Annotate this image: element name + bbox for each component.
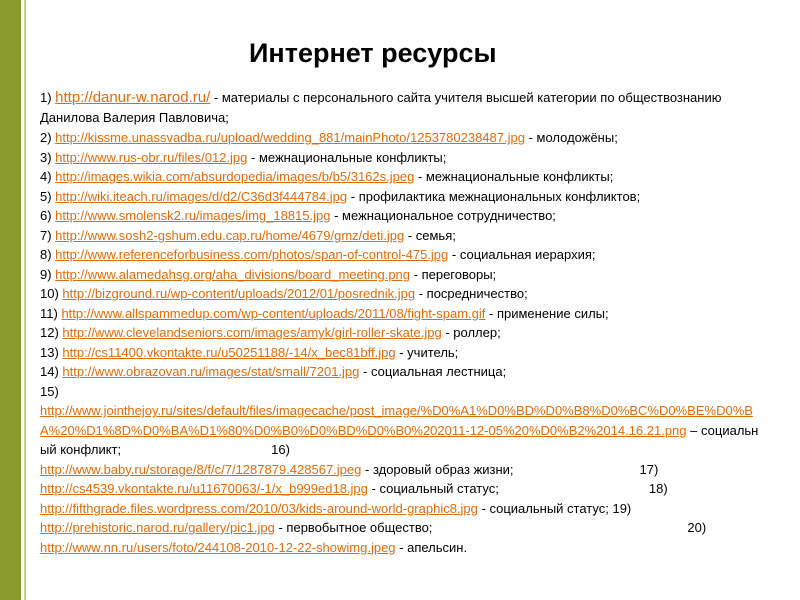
left-sidebar-bar — [0, 0, 21, 600]
item-number: 7) — [40, 227, 56, 243]
list-item — [40, 304, 770, 324]
resource-link[interactable]: http://wiki.iteach.ru/images/d/d2/C36d3f444784.jpg — [55, 188, 348, 204]
item-description: межнациональное сотрудничество; — [342, 208, 556, 223]
item-description: первобытное общество; — [286, 520, 433, 535]
item-separator: - — [359, 364, 371, 379]
resource-link[interactable]: http://cs4539.vkontakte.ru/u11670063/-1/x_b999ed18.jpg — [40, 481, 368, 496]
item-number: 20) — [687, 520, 707, 535]
list-item — [40, 284, 770, 304]
list-item — [40, 245, 770, 265]
list-item — [40, 362, 770, 382]
item-number: 11) — [40, 305, 62, 321]
resource-link[interactable]: http://www.allspammedup.com/wp-content/uploads/2011/08/fight-spam.gif — [61, 305, 486, 321]
item-description: здоровый образ жизни; — [372, 461, 514, 477]
list-item — [40, 343, 770, 363]
item-separator: - — [410, 266, 422, 282]
item-description: профилактика межнациональных конфликтов; — [358, 188, 641, 204]
list-item — [40, 206, 770, 226]
item-number: 16) — [271, 442, 290, 457]
list-item — [40, 167, 770, 187]
list-item — [40, 401, 766, 460]
item-number: 5) — [40, 188, 56, 204]
item-description: апельсин. — [407, 539, 468, 555]
item-separator: - — [395, 344, 408, 360]
item-number: 13) — [40, 344, 63, 360]
resource-link[interactable]: http://www.sosh2-gshum.edu.cap.ru/home/4679/gmz/deti.jpg — [55, 227, 405, 243]
resource-link[interactable]: http://images.wikia.com/absurdopedia/images/b/b5/3162s.jpeg — [55, 169, 415, 184]
list-item — [40, 128, 770, 148]
item-description: межнациональные конфликты; — [425, 169, 614, 184]
item-number: 17) — [639, 461, 659, 477]
item-description: учитель; — [407, 344, 459, 360]
item-number: 12) — [40, 325, 63, 340]
item-separator: - — [367, 481, 380, 496]
item-separator: - — [395, 539, 408, 555]
resource-link[interactable]: http://www.smolensk2.ru/images/img_18815.jpg — [55, 208, 331, 223]
resource-link[interactable]: http://danur-w.narod.ru/ — [55, 89, 211, 106]
item-description: применение силы; — [496, 305, 609, 321]
resource-link[interactable]: http://prehistoric.narod.ru/gallery/pic1.jpg — [40, 520, 275, 535]
item-separator: - — [441, 325, 454, 340]
item-number: 1) — [40, 90, 56, 105]
list-item — [40, 187, 770, 207]
item-number: 6) — [40, 208, 56, 223]
left-sidebar-line — [24, 0, 26, 600]
item-description: материалы с персонального сайта учителя высшей категории по обществознанию Данилова Валерия Павловича; — [40, 90, 722, 125]
resource-link[interactable]: http://www.obrazovan.ru/images/stat/small/7201.jpg — [62, 364, 360, 379]
list-item-number-only — [40, 382, 770, 402]
item-description: переговоры; — [421, 266, 497, 282]
item-number: 8) — [40, 247, 56, 262]
item-description: молодожёны; — [536, 130, 618, 145]
list-item — [40, 323, 770, 343]
item-number: 2) — [40, 130, 56, 145]
resource-link[interactable]: http://www.clevelandseniors.com/images/amyk/girl-roller-skate.jpg — [62, 325, 442, 340]
item-separator: - — [274, 520, 287, 535]
resource-link[interactable]: http://www.baby.ru/storage/8/f/c/7/1287879.428567.jpeg — [40, 461, 362, 477]
resource-link[interactable]: http://cs11400.vkontakte.ru/u50251188/-14/x_bec81bff.jpg — [62, 344, 396, 360]
resource-link[interactable]: http://www.jointhejoy.ru/sites/default/files/imagecache/post_image/%D0%A1%D0%BD%D0%B8%D0%BC%D0%BE%D0%BA%20%D1%8D%D0%BA%D1%80%D0%B0%D0%BD%D0%B0%202011-12-05%20%D0%B2%2014.16.21.png — [40, 403, 753, 438]
item-separator: - — [247, 149, 259, 165]
item-separator: – — [686, 422, 701, 438]
list-item — [40, 518, 770, 538]
resource-link[interactable]: http://www.referenceforbusiness.com/photos/span-of-control-475.jpg — [55, 247, 449, 262]
item-separator: - — [404, 227, 416, 243]
item-description: социальная иерархия; — [459, 247, 596, 262]
list-item — [40, 88, 770, 128]
item-description: роллер; — [453, 325, 501, 340]
item-separator: - — [414, 169, 426, 184]
item-description: социальный статус; — [379, 481, 499, 496]
item-separator: - — [361, 461, 373, 477]
resource-link[interactable]: http://kissme.unassvadba.ru/upload/wedding_881/mainPhoto/1253780238487.jpg — [55, 130, 525, 145]
item-number: 10) — [40, 286, 63, 301]
item-number: 3) — [40, 149, 56, 165]
resource-link[interactable]: http://www.alamedahsg.org/aha_divisions/board_meeting.png — [55, 266, 411, 282]
item-number: 14) — [40, 364, 63, 379]
resource-link[interactable]: http://bizground.ru/wp-content/uploads/2012/01/posrednik.jpg — [62, 286, 416, 301]
item-description: социальный конфликт; — [40, 422, 759, 457]
item-description: социальная лестница; — [370, 364, 507, 379]
list-item — [40, 479, 770, 499]
item-separator: - — [210, 90, 222, 105]
item-description: семья; — [415, 227, 456, 243]
item-separator: - — [477, 500, 490, 516]
item-separator: - — [485, 305, 497, 321]
item-number: 9) — [40, 266, 56, 282]
list-item — [40, 460, 770, 480]
list-item — [40, 265, 770, 285]
item-description: социальный статус; 19) — [489, 500, 632, 516]
item-separator: - — [330, 208, 343, 223]
list-item — [40, 226, 770, 246]
item-separator: - — [448, 247, 460, 262]
item-number: 4) — [40, 169, 56, 184]
list-item — [40, 538, 770, 558]
item-separator: - — [524, 130, 537, 145]
list-item — [40, 148, 770, 168]
item-separator: - — [415, 286, 427, 301]
resource-link[interactable]: http://fifthgrade.files.wordpress.com/2010/03/kids-around-world-graphic8.jpg — [40, 500, 478, 516]
resource-list — [40, 88, 770, 557]
list-item — [40, 499, 770, 519]
item-description: межнациональные конфликты; — [258, 149, 447, 165]
item-number: 15) — [40, 383, 59, 399]
item-number: 18) — [648, 481, 668, 496]
item-separator: - — [347, 188, 359, 204]
page-title: Интернет ресурсы — [249, 38, 497, 68]
resource-link[interactable]: http://www.rus-obr.ru/files/012.jpg — [55, 149, 248, 165]
item-description: посредничество; — [426, 286, 528, 301]
resource-link[interactable]: http://www.nn.ru/users/foto/244108-2010-12-22-showimg.jpeg — [40, 539, 396, 555]
